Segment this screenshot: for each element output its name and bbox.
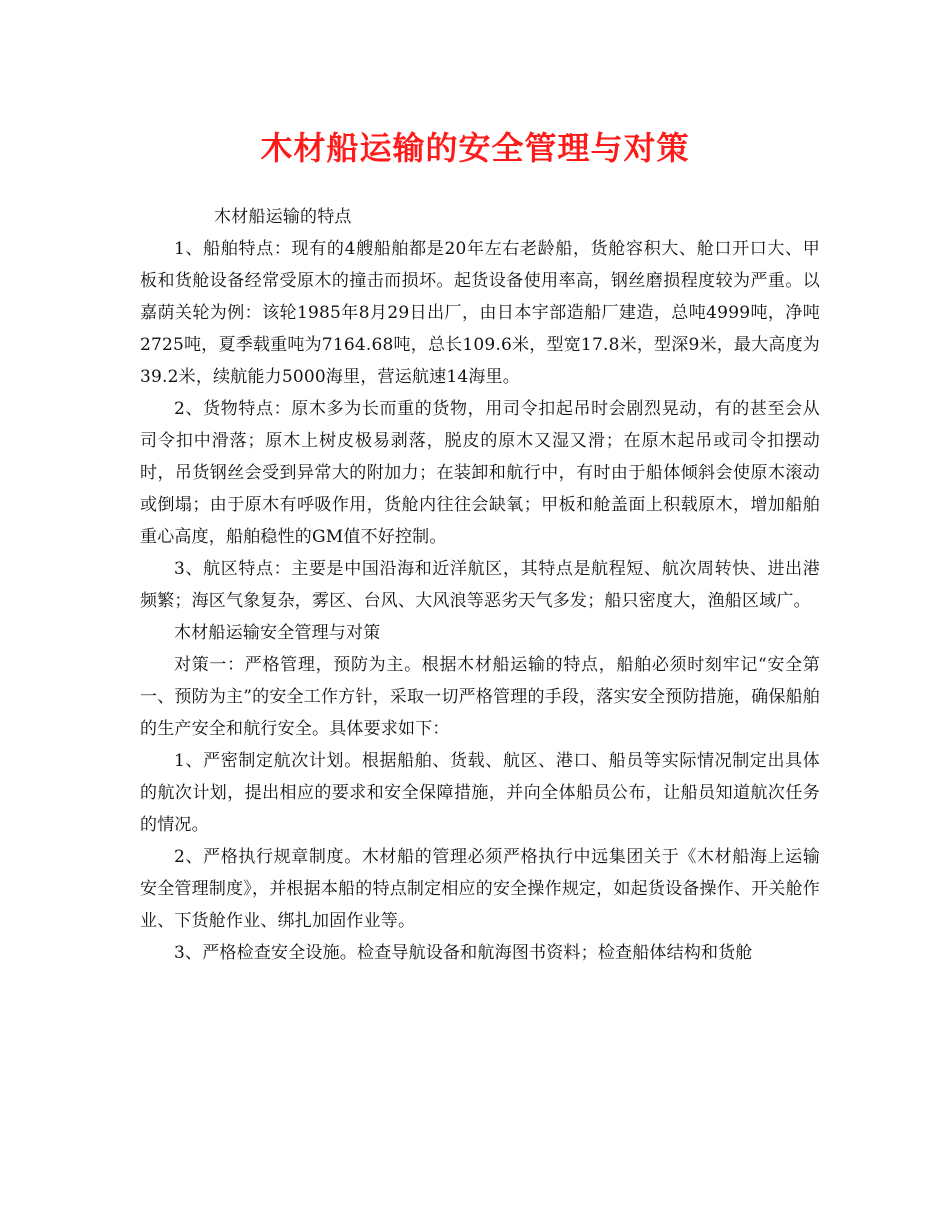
paragraph-cargo-characteristics: 2、货物特点：原木多为长而重的货物，用司令扣起吊时会剧烈晃动，有的甚至会从司令扣中滑落；原木上树皮极易剥落，脱皮的原木又湿又滑；在原木起吊或司令扣摆动时，吊货钢丝会受到异常大的附加力；在装卸和航行中，有时由于船体倾斜会使原木滚动或倒塌；由于原木有呼吸作用，货舱内往往会缺氧；甲板和舱盖面上积载原木，增加船舶重心高度，船舶稳性的GM值不好控制。 (140, 399, 820, 547)
paragraph-safety-facilities: 3、严格检查安全设施。检查导航设备和航海图书资料；检查船体结构和货舱 (174, 943, 753, 963)
paragraph-voyage-plan: 1、严密制定航次计划。根据船舶、货载、航区、港口、船员等实际情况制定出具体的航次计划，提出相应的要求和安全保障措施，并向全体船员公布，让船员知道航次任务的情况。 (140, 751, 820, 835)
section-heading-characteristics: 木材船运输的特点 (214, 207, 352, 227)
section-heading-management: 木材船运输安全管理与对策 (174, 623, 381, 643)
document-body (140, 201, 820, 969)
paragraph-strategy-one: 对策一：严格管理，预防为主。根据木材船运输的特点，船舶必须时刻牢记“安全第一、预防为主”的安全工作方针，采取一切严格管理的手段，落实安全预防措施，确保船舶的生产安全和航行安全。具体要求如下： (140, 655, 820, 739)
paragraph-regulations: 2、严格执行规章制度。木材船的管理必须严格执行中远集团关于《木材船海上运输安全管理制度》，并根据本船的特点制定相应的安全操作规定，如起货设备操作、开关舱作业、下货舱作业、绑扎加固作业等。 (140, 847, 820, 931)
paragraph-ship-characteristics: 1、船舶特点：现有的4艘船舶都是20年左右老龄船，货舱容积大、舱口开口大、甲板和货舱设备经常受原木的撞击而损坏。起货设备使用率高，钢丝磨损程度较为严重。以嘉荫关轮为例：该轮1985年8月29日出厂，由日本宇部造船厂建造，总吨4999吨，净吨2725吨，夏季载重吨为7164.68吨，总长109.6米，型宽17.8米，型深9米，最大高度为39.2米，续航能力5000海里，营运航速14海里。 (140, 239, 820, 387)
document-title: 木材船运输的安全管理与对策 (260, 129, 690, 167)
paragraph-route-characteristics: 3、航区特点：主要是中国沿海和近洋航区，其特点是航程短、航次周转快、进出港频繁；海区气象复杂，雾区、台风、大风浪等恶劣天气多发；船只密度大，渔船区域广。 (140, 559, 820, 611)
